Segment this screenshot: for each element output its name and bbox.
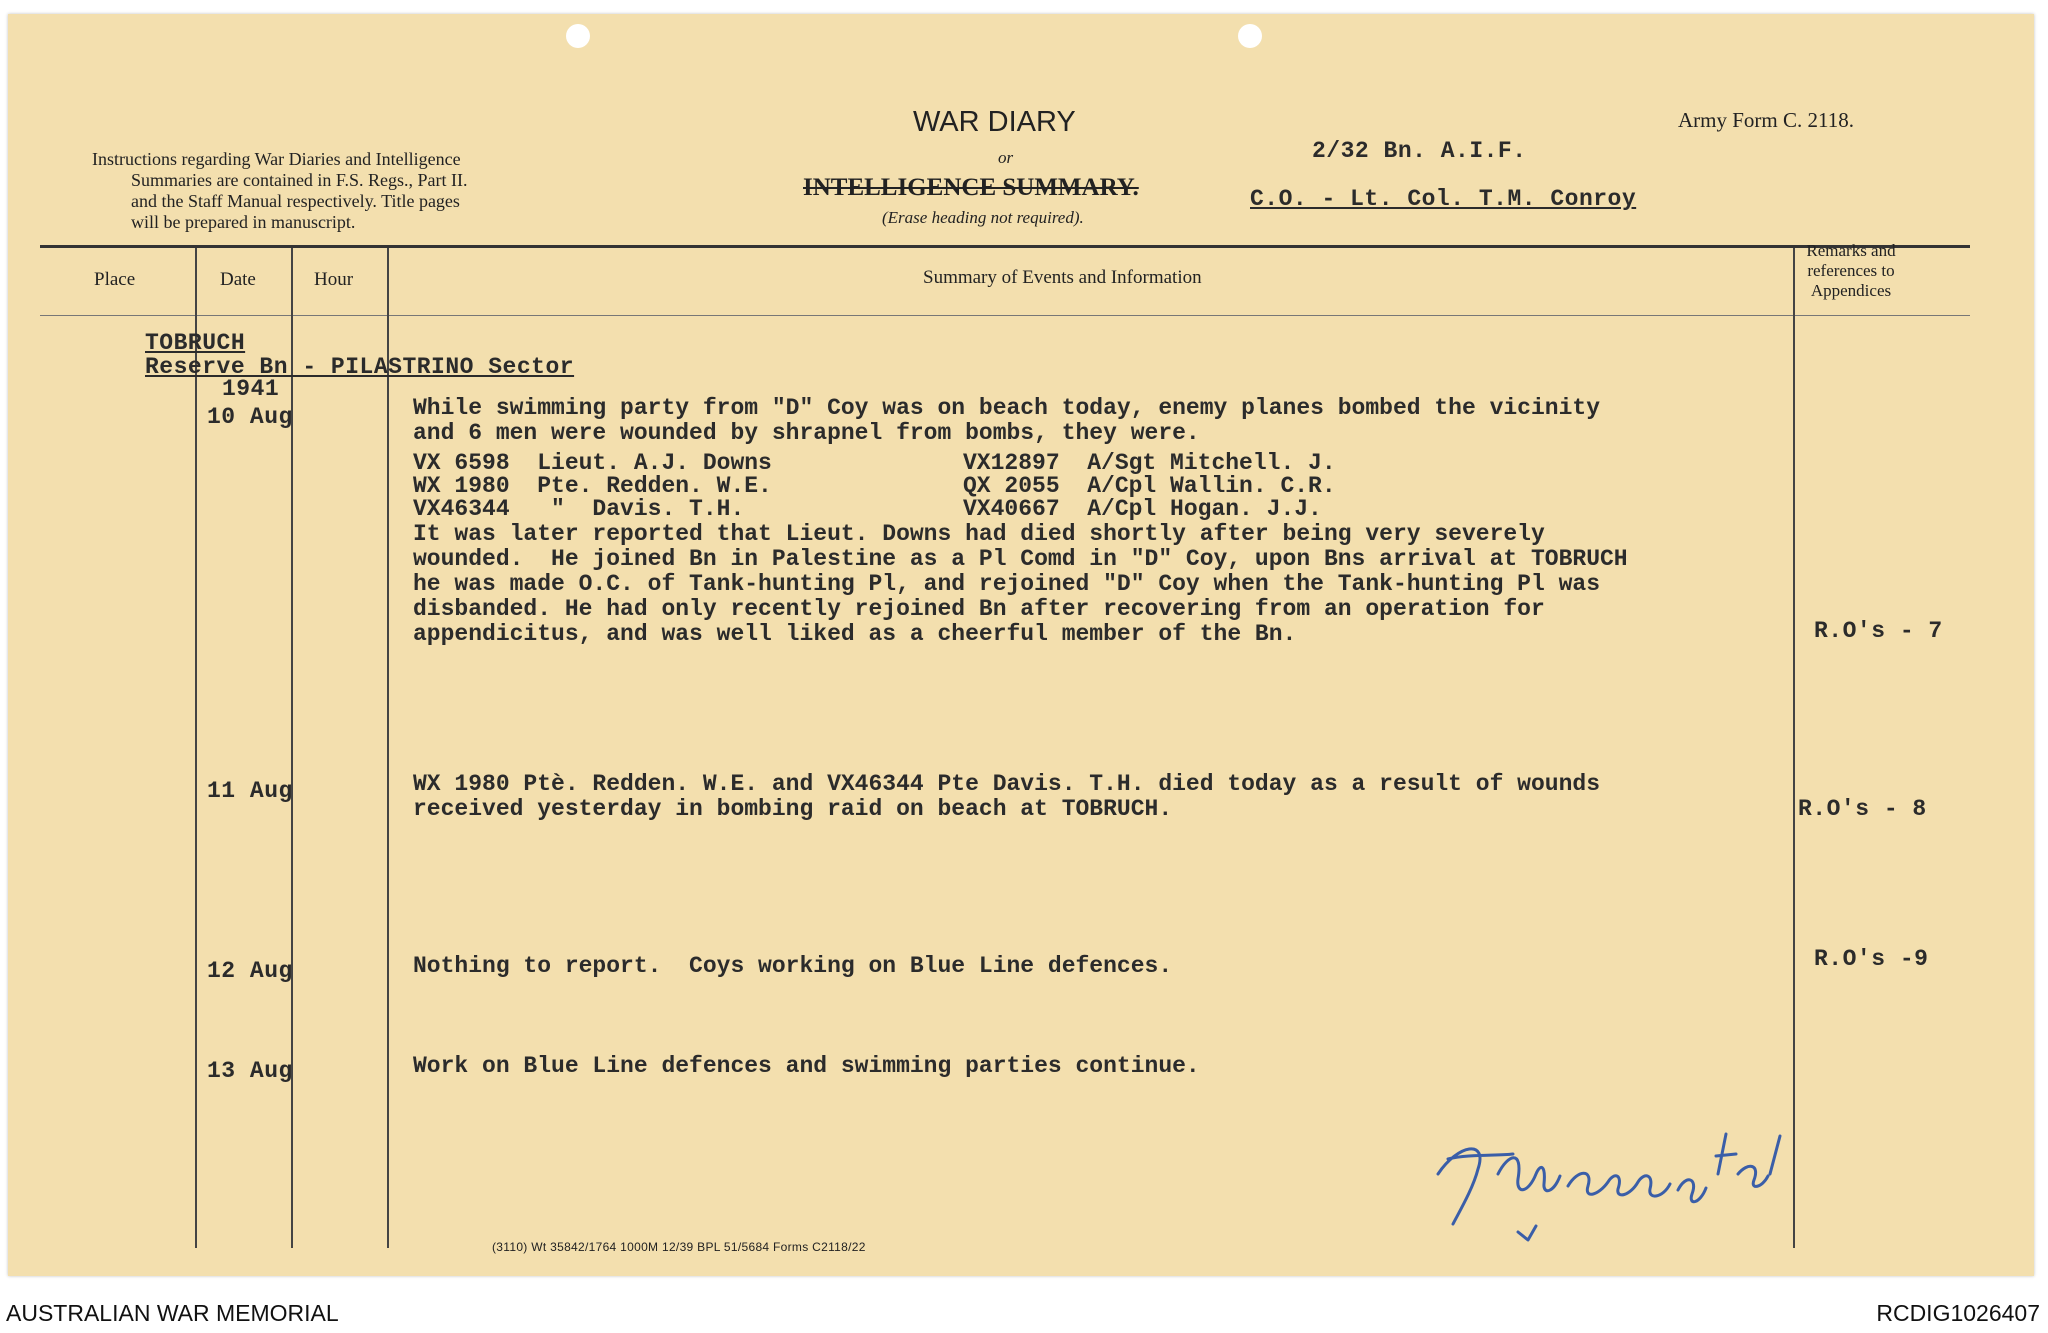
table-header-rule	[40, 315, 1970, 316]
divider-place-date	[195, 248, 197, 1248]
entry-10-aug-intro: While swimming party from "D" Coy was on beach today, enemy planes bombed the vicinity and 6 men were wounded by shrapnel from bombs, they were.	[413, 395, 1600, 446]
entry-date-11-aug: 11 Aug	[207, 778, 293, 804]
entry-date-10-aug: 10 Aug	[207, 404, 293, 430]
column-header-summary: Summary of Events and Information	[923, 267, 1202, 288]
instructions-line-3: and the Staff Manual respectively. Title pages	[131, 191, 460, 211]
remarks-header-line-1: Remarks and	[1806, 241, 1896, 260]
year: 1941	[222, 376, 280, 402]
entry-12-aug-text: Nothing to report. Coys working on Blue Line defences.	[413, 953, 1173, 979]
wounded-row-3-left: VX46344 " Davis. T.H.	[413, 496, 745, 522]
entry-13-aug-text: Work on Blue Line defences and swimming parties continue.	[413, 1053, 1200, 1079]
instructions-line-1: Instructions regarding War Diaries and Intelligence	[92, 149, 461, 169]
column-header-remarks	[1786, 241, 1916, 301]
entry-date-13-aug: 13 Aug	[207, 1058, 293, 1084]
instructions-line-2: Summaries are contained in F.S. Regs., Part II.	[131, 170, 468, 190]
remark-12-aug: R.O's -9	[1814, 946, 1929, 972]
column-header-hour: Hour	[314, 269, 354, 290]
commanding-officer: C.O. - Lt. Col. T.M. Conroy	[1250, 186, 1637, 212]
entry-10-aug-text: It was later reported that Lieut. Downs had died shortly after being very severely wounded. He joined Bn in Palestine as a Pl Comd in "D" Coy, upon Bns arrival at TOBRUCH he was made O.C. of Tank-hunting Pl, and rejoined "D" Coy when the Tank-hunting Pl was disbanded. He had only recently rejoined Bn after recovering from an operation for appendicitus, and was well liked as a cheerful member of the Bn.	[413, 521, 1628, 647]
column-header-date: Date	[220, 269, 256, 290]
place-tobruch: TOBRUCH	[145, 330, 246, 356]
remark-11-aug: R.O's - 8	[1798, 796, 1927, 822]
wounded-row-2-right: QX 2055 A/Cpl Wallin. C.R.	[963, 473, 1336, 499]
punch-hole-left	[566, 24, 590, 48]
footer-institution: AUSTRALIAN WAR MEMORIAL	[6, 1300, 339, 1326]
page-title: WAR DIARY	[913, 106, 1076, 138]
intelligence-summary-heading: INTELLIGENCE SUMMARY.	[803, 174, 1139, 201]
entry-11-aug-text: WX 1980 Ptè. Redden. W.E. and VX46344 Pte Davis. T.H. died today as a result of wounds received yesterday in bombing raid on beach at TOBRUCH.	[413, 771, 1600, 822]
wounded-row-1-left: VX 6598 Lieut. A.J. Downs	[413, 450, 772, 476]
sector-name: Reserve Bn - PILASTRINO Sector	[145, 354, 575, 380]
erase-note: (Erase heading not required).	[882, 208, 1084, 227]
entry-date-12-aug: 12 Aug	[207, 958, 293, 984]
wounded-row-3-right: VX40667 A/Cpl Hogan. J.J.	[963, 496, 1322, 522]
army-form-number: Army Form C. 2118.	[1678, 108, 1854, 132]
table-top-rule	[40, 245, 1970, 248]
remarks-header-line-3: Appendices	[1810, 281, 1892, 300]
wounded-row-1-right: VX12897 A/Sgt Mitchell. J.	[963, 450, 1336, 476]
divider-hour-summary	[387, 248, 389, 1248]
footer-record-id: RCDIG1026407	[1876, 1300, 2040, 1326]
punch-hole-right	[1238, 24, 1262, 48]
diary-page	[8, 14, 2034, 1276]
column-header-place: Place	[94, 269, 136, 290]
print-code: (3110) Wt 35842/1764 1000M 12/39 BPL 51/5684 Forms C2118/22	[492, 1240, 866, 1254]
instructions-line-4: will be prepared in manuscript.	[131, 212, 356, 232]
remark-10-aug: R.O's - 7	[1814, 618, 1943, 644]
divider-date-hour	[291, 248, 293, 1248]
signature	[1418, 1114, 1818, 1244]
remarks-header-line-2: references to	[1807, 261, 1895, 280]
unit-name: 2/32 Bn. A.I.F.	[1312, 138, 1527, 164]
wounded-row-2-left: WX 1980 Pte. Redden. W.E.	[413, 473, 772, 499]
divider-summary-remarks	[1793, 248, 1795, 1248]
title-or: or	[998, 148, 1014, 167]
